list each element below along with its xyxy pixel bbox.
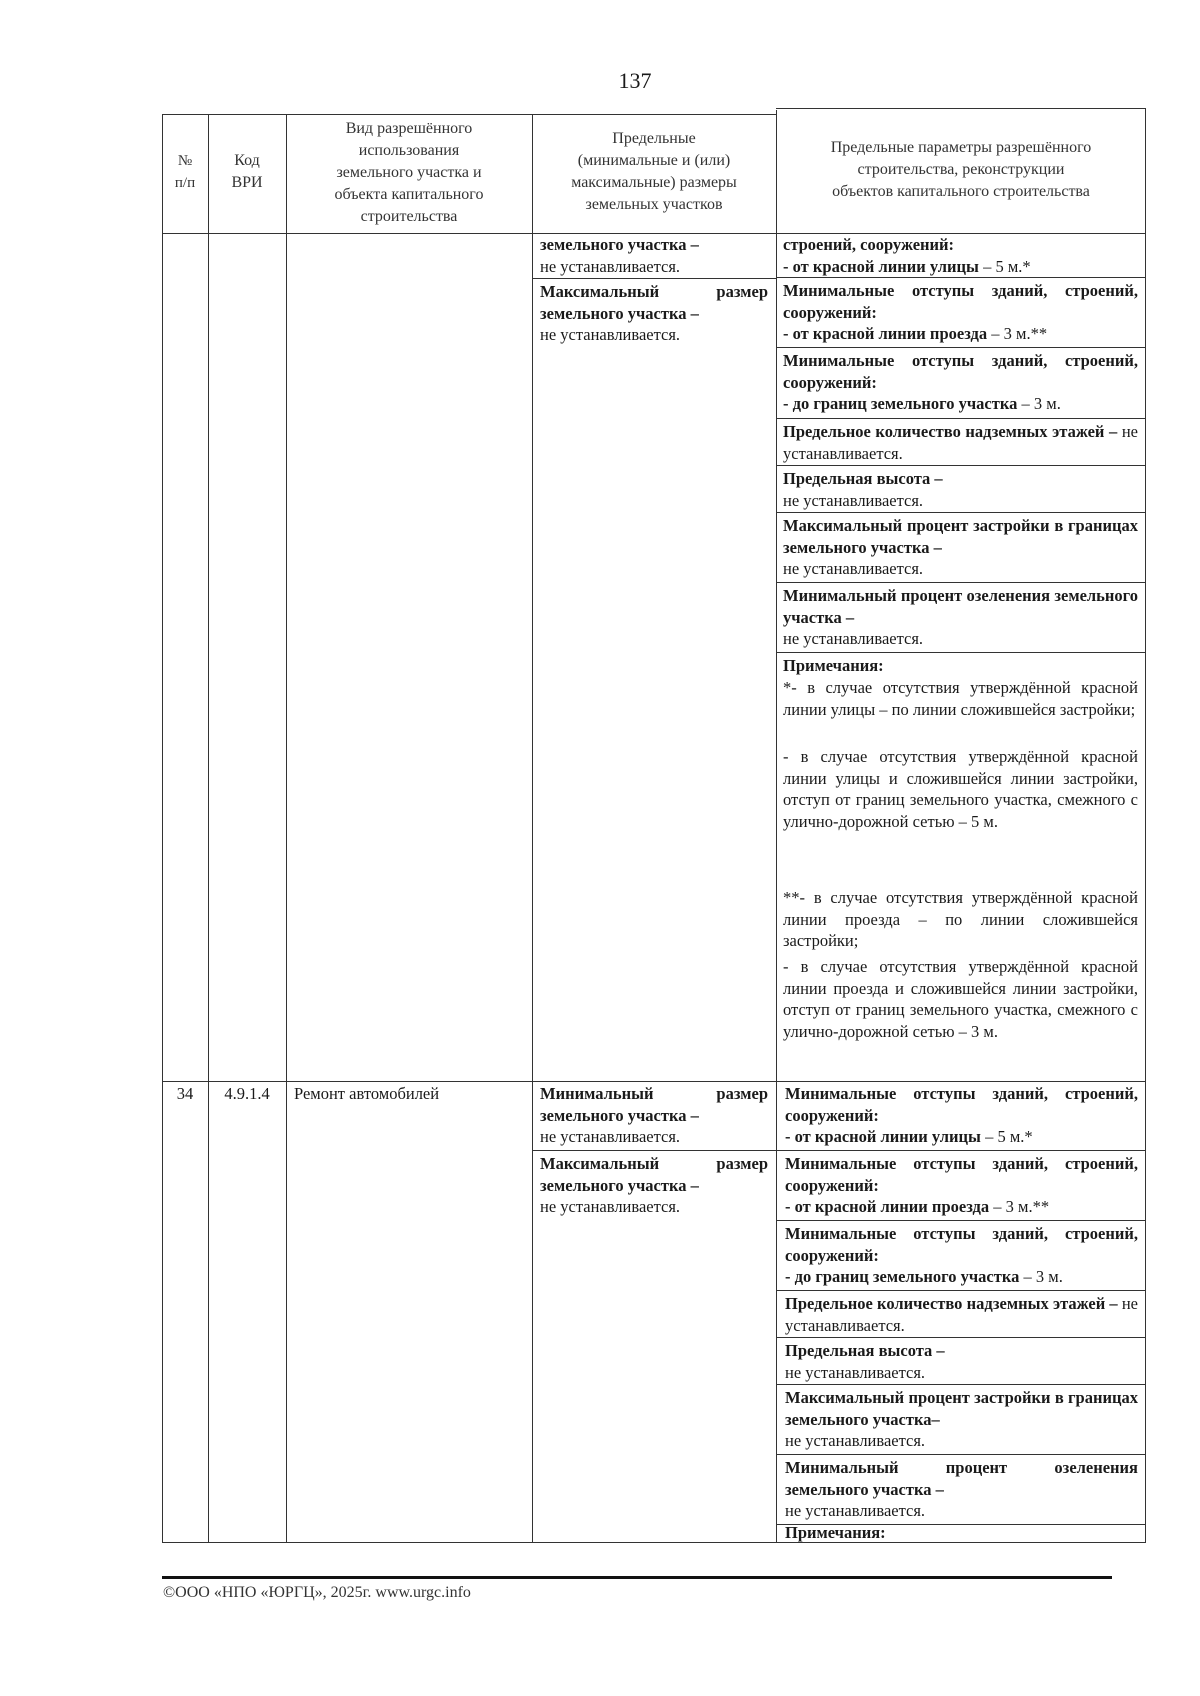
row-34-param-4: Предельное количество надземных этажей – не устанавливается. xyxy=(785,1294,1138,1335)
cont-notes-title: Примечания: xyxy=(783,656,884,675)
row-34-size-block-1: Минимальный размер земельного участка – не устанавливается. xyxy=(540,1084,768,1146)
cont-note-4: - в случае отсутствия утверждённой красной линии проезда и сложившейся линии застройки, отступ от границ земельного участка, смежного с улично-дорожной сетью – 3 м. xyxy=(783,957,1138,1041)
row-34-code: 4.9.1.4 xyxy=(224,1084,270,1103)
footer-rule xyxy=(162,1576,1112,1579)
cont-param-2: Минимальные отступы зданий, строений, сооружений: - от красной линии проезда – 3 м.** xyxy=(783,281,1138,343)
header-col-code: Код ВРИ xyxy=(231,152,263,191)
cont-param-5: Предельная высота – не устанавливается. xyxy=(783,469,943,510)
page-number: 137 xyxy=(618,68,652,93)
header-col-use: Вид разрешённого использования земельного участка и объекта капитального строительства xyxy=(334,120,484,225)
row-34-param-1: Минимальные отступы зданий, строений, сооружений: - от красной линии улицы – 5 м.* xyxy=(785,1084,1138,1146)
row-34-num: 34 xyxy=(176,1084,194,1103)
row-34-use: Ремонт автомобилей xyxy=(294,1084,440,1103)
header-col-params: Предельные параметры разрешённого строительства, реконструкции объектов капитального строительства xyxy=(830,139,1092,200)
cont-param-6: Максимальный процент застройки в границах земельного участка – не устанавливается. xyxy=(783,516,1138,578)
header-col-num: № п/п xyxy=(174,153,196,191)
cont-size-block-1: земельного участка – не устанавливается. xyxy=(540,235,699,276)
cont-param-4: Предельное количество надземных этажей – не устанавливается. xyxy=(783,422,1138,463)
cont-size-block-2: Максимальный размер земельного участка – не устанавливается. xyxy=(540,282,768,344)
row-34-size-block-2: Максимальный размер земельного участка – не устанавливается. xyxy=(540,1154,768,1216)
footer-text: ©ООО «НПО «ЮРГЦ», 2025г. www.urgc.info xyxy=(163,1584,471,1601)
cont-note-3: **- в случае отсутствия утверждённой красной линии проезда – по линии сложившейся застройки; xyxy=(783,888,1138,950)
row-34-param-7: Минимальный процент озеленения земельного участка – не устанавливается. xyxy=(785,1458,1138,1520)
cont-param-3: Минимальные отступы зданий, строений, сооружений: - до границ земельного участка – 3 м. xyxy=(783,351,1138,413)
row-34-param-6: Максимальный процент застройки в границах земельного участка– не устанавливается. xyxy=(785,1388,1138,1450)
cont-param-1: строений, сооружений: - от красной линии улицы – 5 м.* xyxy=(783,235,1031,276)
cont-param-7: Минимальный процент озеленения земельного участка – не устанавливается. xyxy=(783,586,1138,648)
row-34-param-2: Минимальные отступы зданий, строений, сооружений: - от красной линии проезда – 3 м.** xyxy=(785,1154,1138,1216)
row-34-param-3: Минимальные отступы зданий, строений, сооружений: - до границ земельного участка – 3 м. xyxy=(785,1224,1138,1286)
row-34-param-5: Предельная высота – не устанавливается. xyxy=(785,1341,945,1382)
cont-note-2: - в случае отсутствия утверждённой красной линии улицы и сложившейся линии застройки, отступ от границ земельного участка, смежного с улично-дорожной сетью – 5 м. xyxy=(783,747,1138,831)
cont-note-1: *- в случае отсутствия утверждённой красной линии улицы – по линии сложившейся застройки; xyxy=(783,678,1138,719)
row-34-notes-title: Примечания: xyxy=(785,1523,886,1542)
header-col-size: Предельные (минимальные и (или) максимальные) размеры земельных участков xyxy=(571,130,737,213)
